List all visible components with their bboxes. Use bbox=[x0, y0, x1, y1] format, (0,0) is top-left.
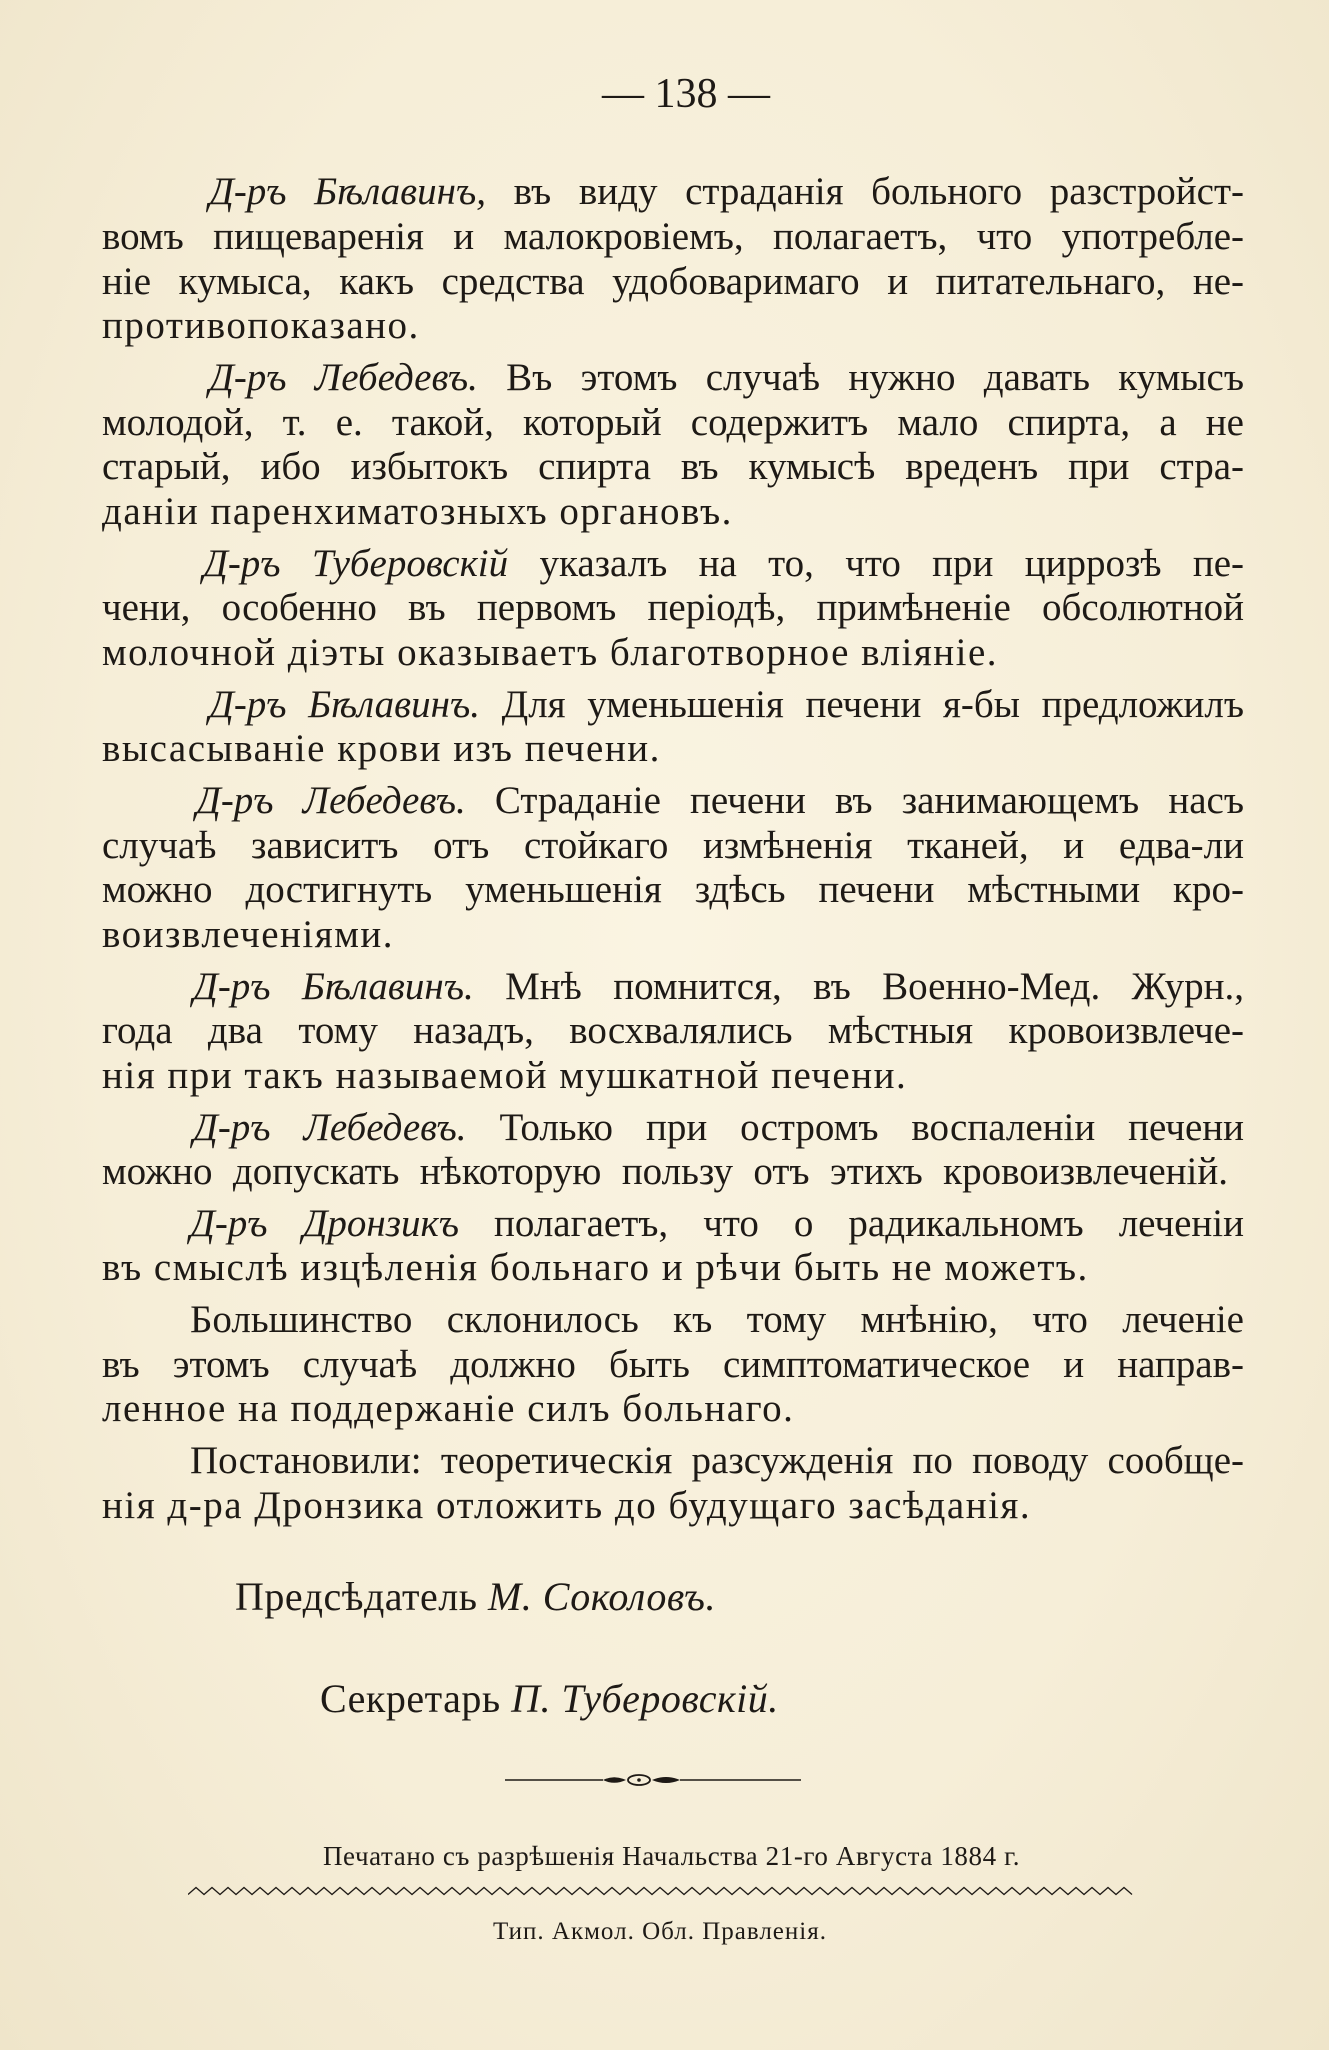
signature-secretary bbox=[320, 1676, 779, 1722]
speaker-name: Д-ръ Лебедевъ. bbox=[196, 778, 466, 822]
speaker-name: Д-ръ Бѣлавинъ. bbox=[193, 964, 474, 1008]
text-line: случаѣ зависитъ отъ стойкаго измѣненія тканей, и едва-ли bbox=[102, 823, 1244, 867]
text-line: Большинство склонилось къ тому мнѣнію, что леченіе bbox=[190, 1297, 1244, 1341]
text-line: года два тому назадъ, восхвалялись мѣстныя кровоизвлече- bbox=[102, 1009, 1244, 1053]
speaker-name: Д-ръ Лебедевъ. bbox=[209, 355, 478, 399]
text-line: вомъ пищеваренія и малокровіемъ, полагаетъ, что употребле- bbox=[102, 214, 1244, 258]
text-line bbox=[102, 965, 1244, 1010]
line-text: Въ этомъ случаѣ нужно давать кумысъ bbox=[506, 355, 1244, 399]
paragraph bbox=[102, 356, 1244, 535]
text-line bbox=[102, 542, 1244, 587]
ornament-dot bbox=[637, 1778, 641, 1782]
text-line bbox=[102, 683, 1244, 728]
text-line: ніе кумыса, какъ средства удобоваримаго и питательнаго, не- bbox=[102, 259, 1244, 303]
text-line: молодой, т. е. такой, который содержитъ мало спирта, а не bbox=[102, 400, 1244, 444]
text-line bbox=[102, 1202, 1244, 1247]
speaker-name: Д-ръ Туберовскій bbox=[203, 541, 509, 585]
paragraph bbox=[102, 965, 1244, 1099]
text-line: можно достигнуть уменьшенія здѣсь печени мѣстными кро- bbox=[102, 868, 1244, 912]
paragraph bbox=[102, 1439, 1244, 1529]
text-line: ленное на поддержаніе силъ больнаго. bbox=[102, 1387, 795, 1431]
text-line bbox=[102, 1106, 1244, 1151]
text-line: даніи паренхиматозныхъ органовъ. bbox=[102, 490, 733, 534]
line-text: Только при остромъ воспаленіи печени bbox=[499, 1105, 1244, 1149]
signature-name: М. Соколовъ. bbox=[487, 1574, 716, 1619]
text-line: въ этомъ случаѣ должно быть симптоматическое и направ- bbox=[102, 1342, 1244, 1386]
paragraph bbox=[102, 542, 1244, 676]
paragraph bbox=[102, 683, 1244, 773]
line-text: указалъ на то, что при циррозѣ пе- bbox=[539, 541, 1245, 585]
zigzag-rule bbox=[188, 1885, 1133, 1897]
text-line: воизвлеченіями. bbox=[102, 913, 394, 957]
page-number: — 138 — bbox=[602, 71, 770, 117]
zigzag-line bbox=[188, 1888, 1132, 1895]
signature-title: Секретарь bbox=[320, 1676, 501, 1721]
line-text: въ виду страданія больного разстройст- bbox=[513, 170, 1245, 213]
imprint-permission: Печатано съ разрѣшенія Начальства 21-го Августа 1884 г. bbox=[322, 1841, 1021, 1871]
speaker-name: Д-ръ Дронзикъ bbox=[190, 1201, 459, 1245]
paragraph bbox=[102, 170, 1244, 349]
line-text: полагаетъ, что о радикальномъ леченіи bbox=[493, 1201, 1244, 1245]
signature-name: П. Туберовскій. bbox=[511, 1676, 779, 1721]
text-line: противопоказано. bbox=[102, 304, 420, 348]
line-text: Мнѣ помнится, въ Военно-Мед. Журн., bbox=[505, 964, 1245, 1008]
signature-chairman bbox=[235, 1574, 716, 1620]
text-line bbox=[102, 356, 1244, 401]
text-line: молочной діэты оказываетъ благотворное вліяніе. bbox=[102, 631, 999, 675]
signature-title: Предсѣдатель bbox=[235, 1574, 478, 1619]
text-line: чени, особенно въ первомъ періодѣ, примѣненіе обсолютной bbox=[102, 586, 1244, 630]
paragraph bbox=[102, 779, 1244, 958]
text-line: старый, ибо избытокъ спирта въ кумысѣ вреденъ при стра- bbox=[102, 445, 1244, 489]
text-line: нія д-ра Дронзика отложить до будущаго засѣданія. bbox=[102, 1483, 1032, 1527]
ornament-leaf-right bbox=[652, 1777, 680, 1783]
text-line: въ смыслѣ изцѣленія больнаго и рѣчи быть не можетъ. bbox=[102, 1246, 1089, 1290]
ornament-divider bbox=[503, 1770, 803, 1790]
text-line: Постановили: теоретическія разсужденія по поводу сообще- bbox=[190, 1438, 1244, 1482]
text-line: нія при такъ называемой мушкатной печени. bbox=[102, 1054, 908, 1098]
speaker-name: Д-ръ Лебедевъ. bbox=[193, 1105, 467, 1149]
ornament-leaf-left bbox=[603, 1777, 626, 1783]
text-line: можно допускать нѣкоторую пользу отъ этихъ кровоизвлеченій. bbox=[102, 1150, 1228, 1194]
text-line bbox=[102, 779, 1244, 824]
line-text: Для уменьшенія печени я-бы предложилъ bbox=[501, 682, 1245, 726]
paragraph bbox=[102, 1202, 1244, 1292]
speaker-name: Д-ръ Бѣлавинъ, bbox=[209, 170, 486, 213]
paragraph bbox=[102, 1298, 1244, 1432]
paragraph bbox=[102, 1106, 1244, 1196]
imprint-printer: Тип. Акмол. Обл. Правленія. bbox=[493, 1918, 827, 1945]
text-line: высасываніе крови изъ печени. bbox=[102, 727, 661, 771]
speaker-name: Д-ръ Бѣлавинъ. bbox=[209, 682, 480, 726]
meeting-minutes-text bbox=[102, 170, 1244, 1528]
text-line bbox=[102, 170, 1244, 215]
line-text: Страданіе печени въ занимающемъ насъ bbox=[494, 778, 1244, 822]
